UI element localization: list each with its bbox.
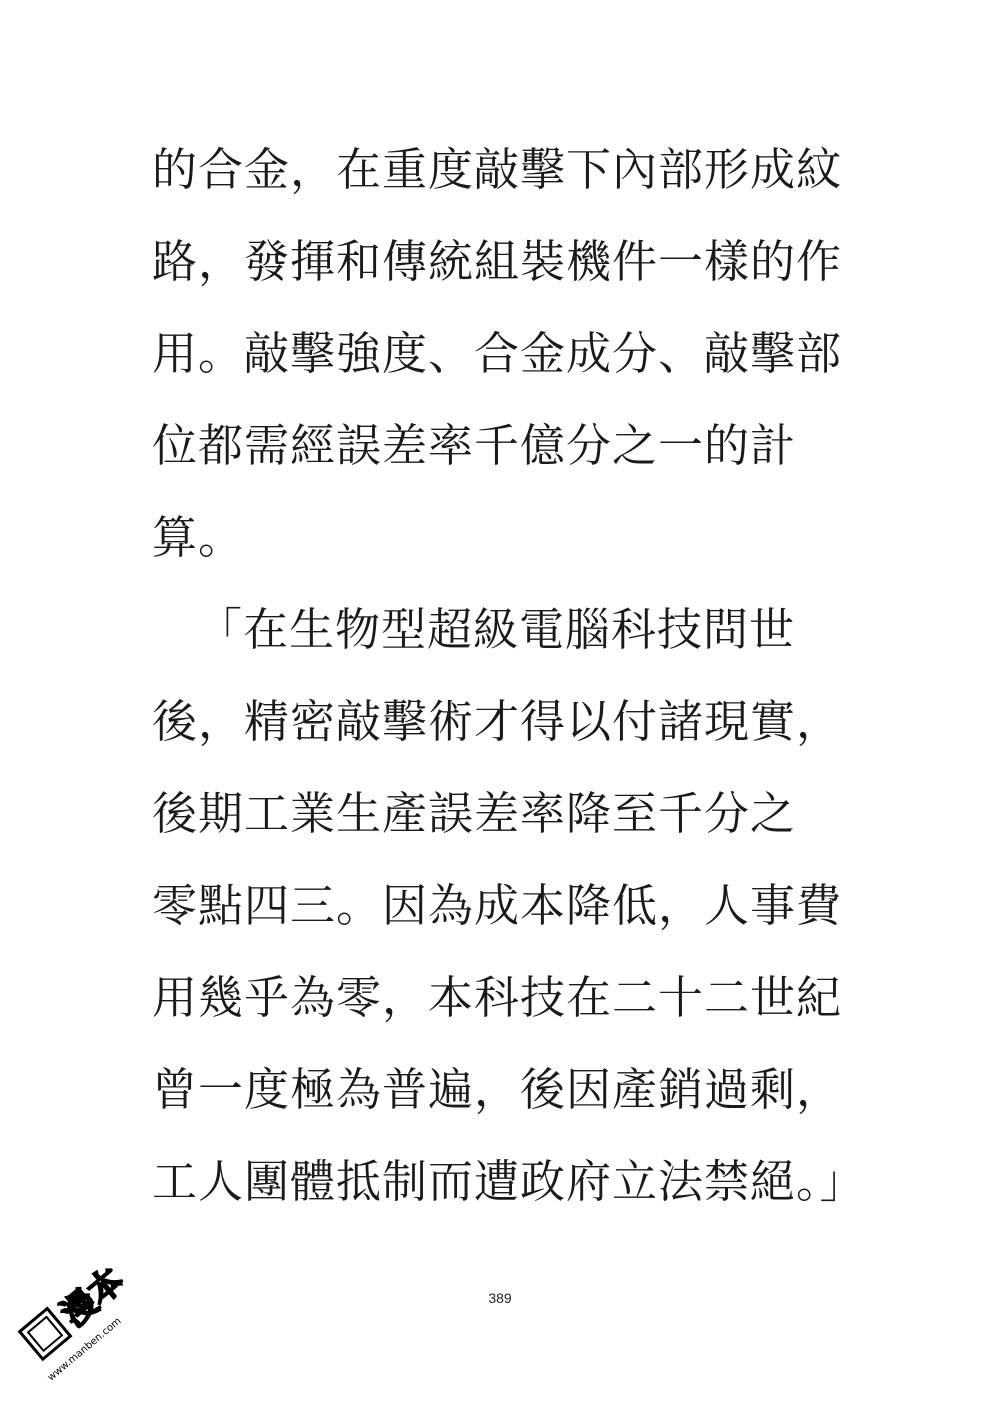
watermark-logo-icon xyxy=(12,1250,152,1400)
manben-watermark-logo xyxy=(12,1250,152,1400)
text-line-5: 算。 xyxy=(152,511,245,564)
text-line-3: 用。敲擊強度、合金成分、敲擊部 xyxy=(152,327,843,380)
text-line-4: 位都需經誤差率千億分之一的計 xyxy=(152,419,797,472)
text-line-7: 後，精密敲擊術才得以付諸現實， xyxy=(152,695,843,748)
text-line-2: 路，發揮和傳統組裝機件一樣的作 xyxy=(152,235,843,288)
text-line-12: 工人團體抵制而遭政府立法禁絕。」 xyxy=(152,1155,866,1208)
watermark-brand-text: 漫本 xyxy=(54,1260,132,1335)
text-line-10: 用幾乎為零，本科技在二十二世紀 xyxy=(152,971,843,1024)
page-number: 389 xyxy=(488,1290,512,1306)
text-line-1: 的合金，在重度敲擊下內部形成紋 xyxy=(152,143,843,196)
text-line-8: 後期工業生產誤差率降至千分之 xyxy=(152,787,797,840)
text-line-6: 「在生物型超級電腦科技問世 xyxy=(197,603,796,656)
text-line-11: 曾一度極為普遍，後因產銷過剩， xyxy=(152,1063,843,1116)
watermark-url-text: www.manben.com xyxy=(45,1315,124,1384)
text-line-9: 零點四三。因為成本降低，人事費 xyxy=(152,879,843,932)
body-text xyxy=(152,130,892,1234)
